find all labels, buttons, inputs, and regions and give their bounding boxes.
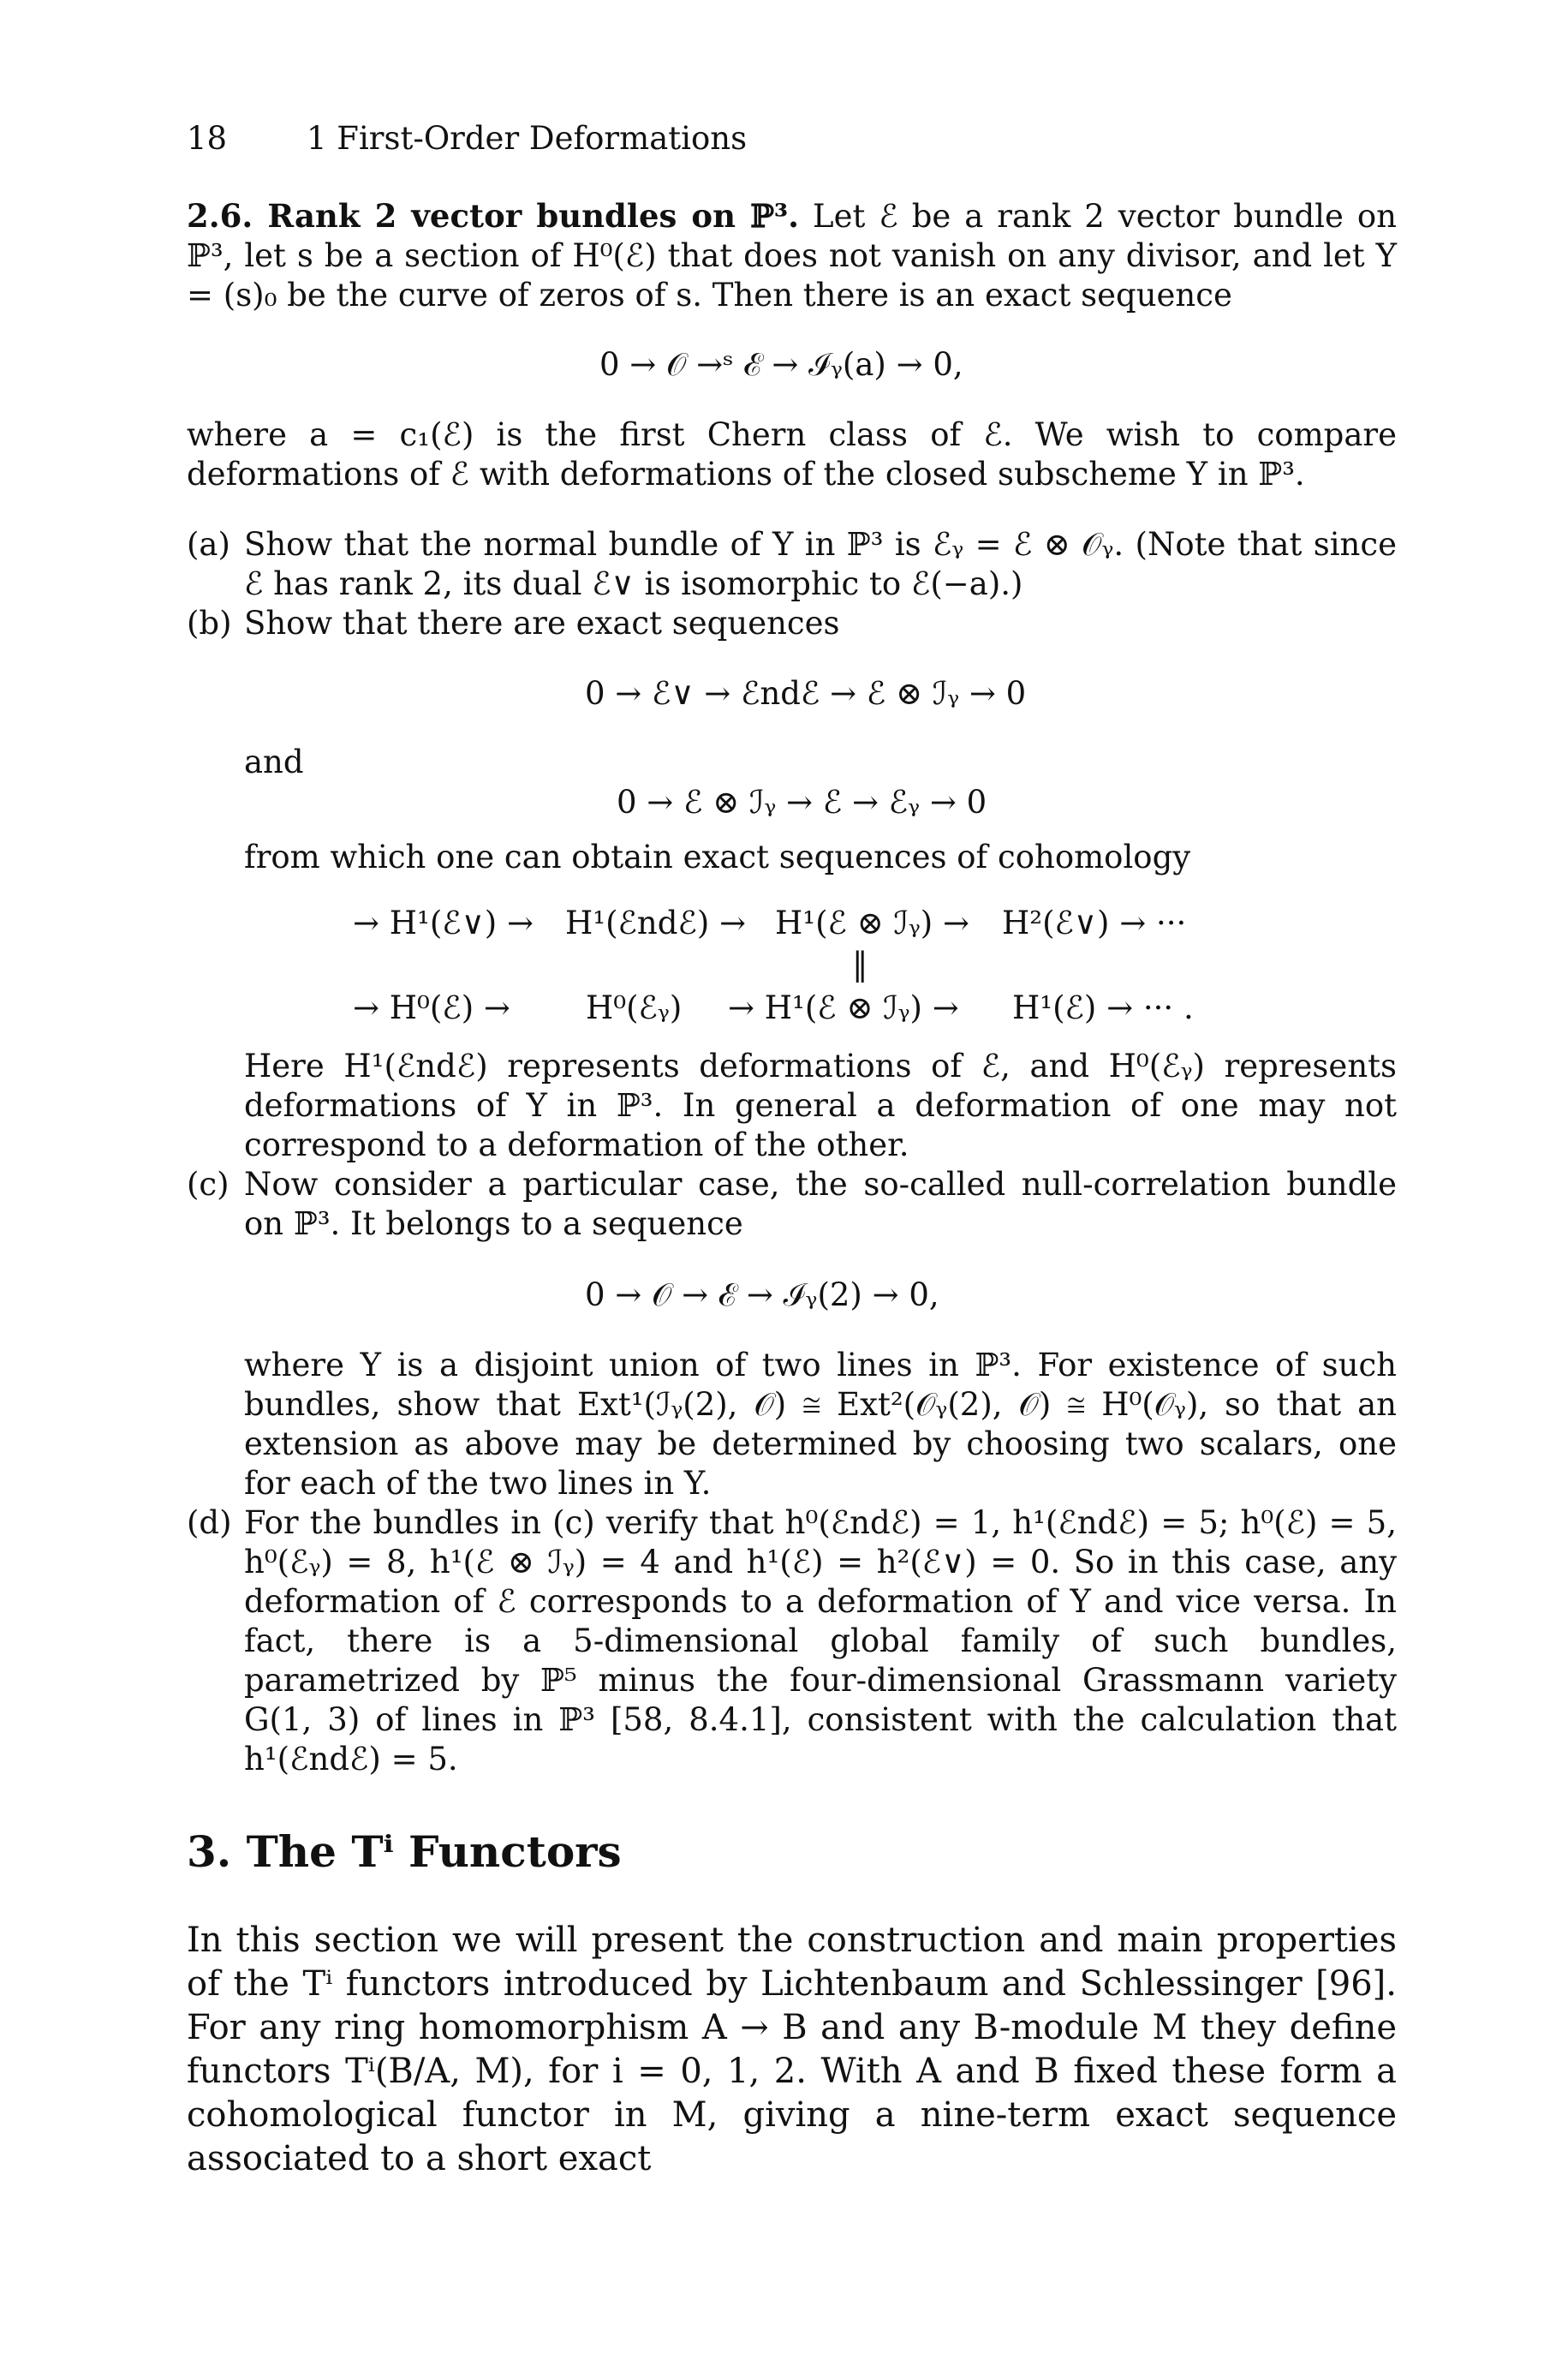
row1-term3: H¹(ℰ ⊗ ℐᵧ) → (775, 905, 969, 941)
row2-term4: H¹(ℰ) → ··· . (1012, 989, 1194, 1026)
null-correlation-sequence: 0 → 𝒪 → ℰ → ℐᵧ(2) → 0, (585, 1276, 939, 1313)
row2-term3: → H¹(ℰ ⊗ ℐᵧ) → (728, 989, 959, 1026)
part-b-label: (b) (187, 605, 232, 642)
exercise-2-6-intro (187, 196, 1397, 315)
exercise-heading: 2.6. Rank 2 vector bundles on ℙ³. (187, 197, 800, 235)
part-c-text: Now consider a particular case, the so-called null-correlation bundle on ℙ³. It belongs to a sequence (244, 1166, 1397, 1242)
and-word: and (244, 744, 304, 780)
exact-sequence-1: 0 → 𝒪 →ˢ ℰ → ℐᵧ(a) → 0, (599, 346, 963, 383)
after-sequence-text: where a = c₁(ℰ) is the first Chern class of ℰ. We wish to compare deformations of ℰ with deformations of the closed subscheme Y in ℙ³. (187, 416, 1397, 493)
row1-term2: H¹(ℰndℰ) → (565, 905, 747, 941)
part-d-label: (d) (187, 1504, 232, 1541)
exercise-intro-text: Let ℰ be a rank 2 vector bundle on ℙ³, let s be a section of H⁰(ℰ) that does not vanish on any divisor, and let Y = (s)₀ be the curve of zeros of s. Then there is an exact sequence (187, 198, 1397, 314)
section-body: In this section we will present the construction and main properties of the Tⁱ functors introduced by Lichtenbaum and Schlessinger [96]. For any ring homomorphism A → B and any B-module M they define functors Tⁱ(B/A, M), for i = 0, 1, 2. With A and B fixed these form a cohomological functor in M, giving a nine-term exact sequence associated to a short exact (187, 1921, 1397, 2178)
page-number: 18 (187, 120, 228, 157)
section-heading: 3. The Tⁱ Functors (187, 1826, 622, 1877)
chapter-title: 1 First-Order Deformations (307, 120, 748, 157)
exact-sequence-ideal: 0 → ℰ ⊗ ℐᵧ → ℰ → ℰᵧ → 0 (617, 784, 987, 821)
part-c-after: where Y is a disjoint union of two lines in ℙ³. For existence of such bundles, show that Ext¹(ℐᵧ(2), 𝒪) ≅ Ext²(𝒪ᵧ(2), 𝒪) ≅ H⁰(𝒪ᵧ), so that an extension as above may be determined by choosing two scalars, one for each of the two lines in Y. (244, 1347, 1397, 1502)
row2-term2: H⁰(ℰᵧ) (586, 989, 683, 1026)
part-a-text: Show that the normal bundle of Y in ℙ³ is ℰᵧ = ℰ ⊗ 𝒪ᵧ. (Note that since ℰ has rank 2, its dual ℰ∨ is isomorphic to ℰ(−a).) (244, 526, 1397, 602)
part-b-after: Here H¹(ℰndℰ) represents deformations of ℰ, and H⁰(ℰᵧ) represents deformations of Y in ℙ³. In general a deformation of one may not correspond to a deformation of the other. (244, 1048, 1397, 1163)
part-d-text: For the bundles in (c) verify that h⁰(ℰndℰ) = 1, h¹(ℰndℰ) = 5; h⁰(ℰ) = 5, h⁰(ℰᵧ) = 8, h¹(ℰ ⊗ ℐᵧ) = 4 and h¹(ℰ) = h²(ℰ∨) = 0. So in this case, any deformation of ℰ corresponds to a deformation of Y and vice versa. In fact, there is a 5-dimensional global family of such bundles, parametrized by ℙ⁵ minus the four-dimensional Grassmann variety G(1, 3) of lines in ℙ³ [58, 8.4.1], consistent with the calculation that h¹(ℰndℰ) = 5. (244, 1504, 1397, 1778)
row1-term1: → H¹(ℰ∨) → (353, 905, 534, 941)
cohomology-intro: from which one can obtain exact sequences of cohomology (244, 839, 1191, 875)
row2-term1: → H⁰(ℰ) → (353, 989, 510, 1026)
part-a-label: (a) (187, 526, 230, 563)
row1-term4: H²(ℰ∨) → ··· (1002, 905, 1187, 941)
equality-bars: ‖ (852, 946, 868, 983)
running-head (187, 120, 747, 157)
part-b-text: Show that there are exact sequences (244, 605, 840, 642)
part-c-label: (c) (187, 1166, 230, 1203)
exact-sequence-end: 0 → ℰ∨ → ℰndℰ → ℰ ⊗ ℐᵧ → 0 (585, 675, 1027, 712)
